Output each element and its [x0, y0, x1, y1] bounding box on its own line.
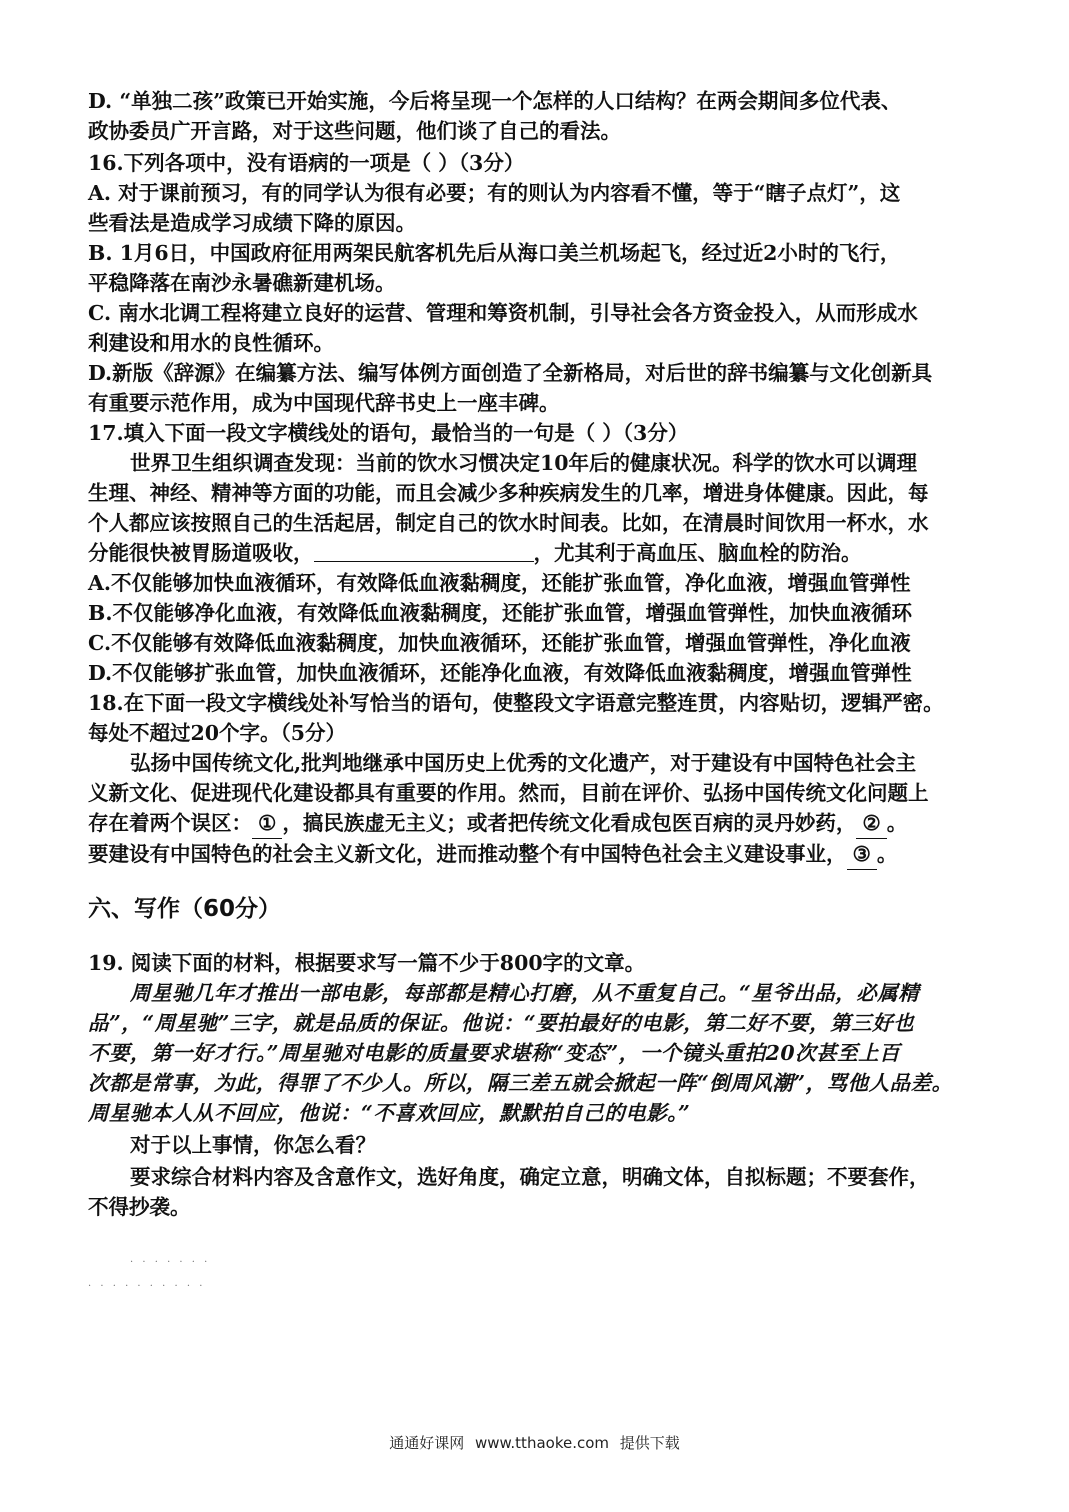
- q16-option-c-line1: C. 南水北调工程将建立良好的运营、管理和筹资机制，引导社会各方资金投入，从而形成水: [88, 301, 918, 325]
- q16-option-d-line2: 有重要示范作用，成为中国现代辞书史上一座丰碑。: [88, 391, 560, 415]
- q18-line3-part-b: ，搞民族虚无主义；或者把传统文化看成包医百病的灵丹妙药，: [282, 811, 857, 835]
- q18-line4-part-a: 要建设有中国特色的社会主义新文化，进而推动整个有中国特色社会主义建设事业，: [88, 842, 847, 866]
- q18-line4-part-b: 。: [876, 842, 898, 866]
- q18-passage-line2: 义新文化、促进现代化建设都具有重要的作用。然而，目前在评价、弘扬中国传统文化问题上: [88, 781, 929, 805]
- q18-line3-part-c: 。: [886, 811, 908, 835]
- q16-option-b-line1: B. 1月6日，中国政府征用两架民航客机先后从海口美兰机场起飞，经过近2小时的飞行，: [88, 241, 901, 265]
- q18-blank-2: ②: [856, 808, 886, 839]
- section-6-title: 六、写作（60分）: [88, 896, 282, 922]
- q19-question: 对于以上事情，你怎么看？: [130, 1133, 376, 1157]
- q18-stem-line1: 18.在下面一段文字横线处补写恰当的语句，使整段文字语意完整连贯，内容贴切，逻辑严密。: [88, 691, 944, 715]
- q18-passage-line4: [88, 839, 988, 870]
- q17-option-c: C.不仅能够有效降低血液黏稠度，加快血液循环，还能扩张血管，增强血管弹性，净化血液: [88, 631, 911, 655]
- q16-option-a-line1: A. 对于课前预习，有的同学认为很有必要；有的则认为内容看不懂，等于“瞎子点灯”，这: [88, 181, 901, 205]
- q18-passage-line1: 弘扬中国传统文化,批判地继承中国历史上优秀的文化遗产，对于建设有中国特色社会主: [130, 751, 917, 775]
- q19-requirements-line1: 要求综合材料内容及含意作文，选好角度，确定立意，明确文体，自拟标题；不要套作，: [130, 1165, 930, 1189]
- q15-option-d-line1: D. “单独二孩”政策已开始实施，今后将呈现一个怎样的人口结构？在两会期间多位代表、: [88, 89, 902, 113]
- q16-option-b-line2: 平稳降落在南沙永暑礁新建机场。: [88, 271, 396, 295]
- q17-passage-line4: [88, 538, 988, 568]
- q18-line3-part-a: 存在着两个误区：: [88, 811, 252, 835]
- q19-material-line4: 次都是常事，为此，得罪了不少人。所以，隔三差五就会掀起一阵“倒周风潮”，骂他人品差。: [88, 1071, 953, 1095]
- q17-option-d: D.不仅能够扩张血管，加快血液循环，还能净化血液，有效降低血液黏稠度，增强血管弹性: [88, 661, 912, 685]
- q16-option-a-line2: 些看法是造成学习成绩下降的原因。: [88, 211, 416, 235]
- q19-material-line2: 品”，“周星驰”三字，就是品质的保证。他说：“要拍最好的电影，第二好不要，第三好也: [88, 1011, 915, 1035]
- q19-material-line3: 不要，第一好才行。”周星驰对电影的质量要求堪称“变态”，一个镜头重拍20次甚至上百: [88, 1041, 901, 1065]
- q18-blank-1: ①: [252, 808, 282, 839]
- q18-passage-line3: [88, 808, 988, 839]
- q19-requirements-line2: 不得抄袭。: [88, 1195, 191, 1219]
- footer-tagline: 提供下载: [619, 1434, 680, 1452]
- scan-dot-artifact: · · · · · · · · · ·: [88, 1281, 206, 1292]
- q18-blank-3: ③: [847, 839, 877, 870]
- q17-line4-after: ，尤其利于高血压、脑血栓的防治。: [533, 541, 862, 565]
- q19-material-line1: 周星驰几年才推出一部电影，每部都是精心打磨，从不重复自己。“星爷出品，必属精: [130, 981, 920, 1005]
- q17-option-b: B.不仅能够净化血液，有效降低血液黏稠度，还能扩张血管，增强血管弹性，加快血液循环: [88, 601, 912, 625]
- q17-passage-line3: 个人都应该按照自己的生活起居，制定自己的饮水时间表。比如，在清晨时间饮用一杯水，水: [88, 511, 929, 535]
- exam-content: [88, 86, 988, 1294]
- footer-url[interactable]: www.tthaoke.com: [474, 1434, 610, 1452]
- q17-option-a: A.不仅能够加快血液循环，有效降低血液黏稠度，还能扩张血管，净化血液，增强血管弹性: [88, 571, 911, 595]
- page-footer: [0, 1432, 1069, 1453]
- q15-option-d-line2: 政协委员广开言路，对于这些问题，他们谈了自己的看法。: [88, 119, 621, 143]
- q17-answer-blank: [314, 539, 534, 562]
- q17-passage-line2: 生理、神经、精神等方面的功能，而且会减少多种疾病发生的几率，增进身体健康。因此，每: [88, 481, 929, 505]
- q17-line4-before: 分能很快被胃肠道吸收，: [88, 541, 314, 565]
- spacer: [88, 1222, 988, 1256]
- q19-stem: 19. 阅读下面的材料，根据要求写一篇不少于800字的文章。: [88, 951, 646, 975]
- q16-option-c-line2: 利建设和用水的良性循环。: [88, 331, 334, 355]
- q19-material-line5: 周星驰本人从不回应，他说：“不喜欢回应，默默拍自己的电影。”: [88, 1101, 691, 1125]
- q18-stem-line2: 每处不超过20个字。（5分）: [88, 721, 347, 745]
- q17-passage-line1: 世界卫生组织调查发现：当前的饮水习惯决定10年后的健康状况。科学的饮水可以调理: [130, 451, 918, 475]
- q16-stem: 16.下列各项中，没有语病的一项是（ ）（3分）: [88, 151, 525, 175]
- footer-site-name: 通通好课网: [389, 1434, 465, 1452]
- scan-dot-artifact: · · · · · · ·: [130, 1257, 211, 1268]
- q16-option-d-line1: D.新版《辞源》在编纂方法、编写体例方面创造了全新格局，对后世的辞书编纂与文化创新具: [88, 361, 933, 385]
- q17-stem: 17.填入下面一段文字横线处的语句，最恰当的一句是（ ）（3分）: [88, 421, 689, 445]
